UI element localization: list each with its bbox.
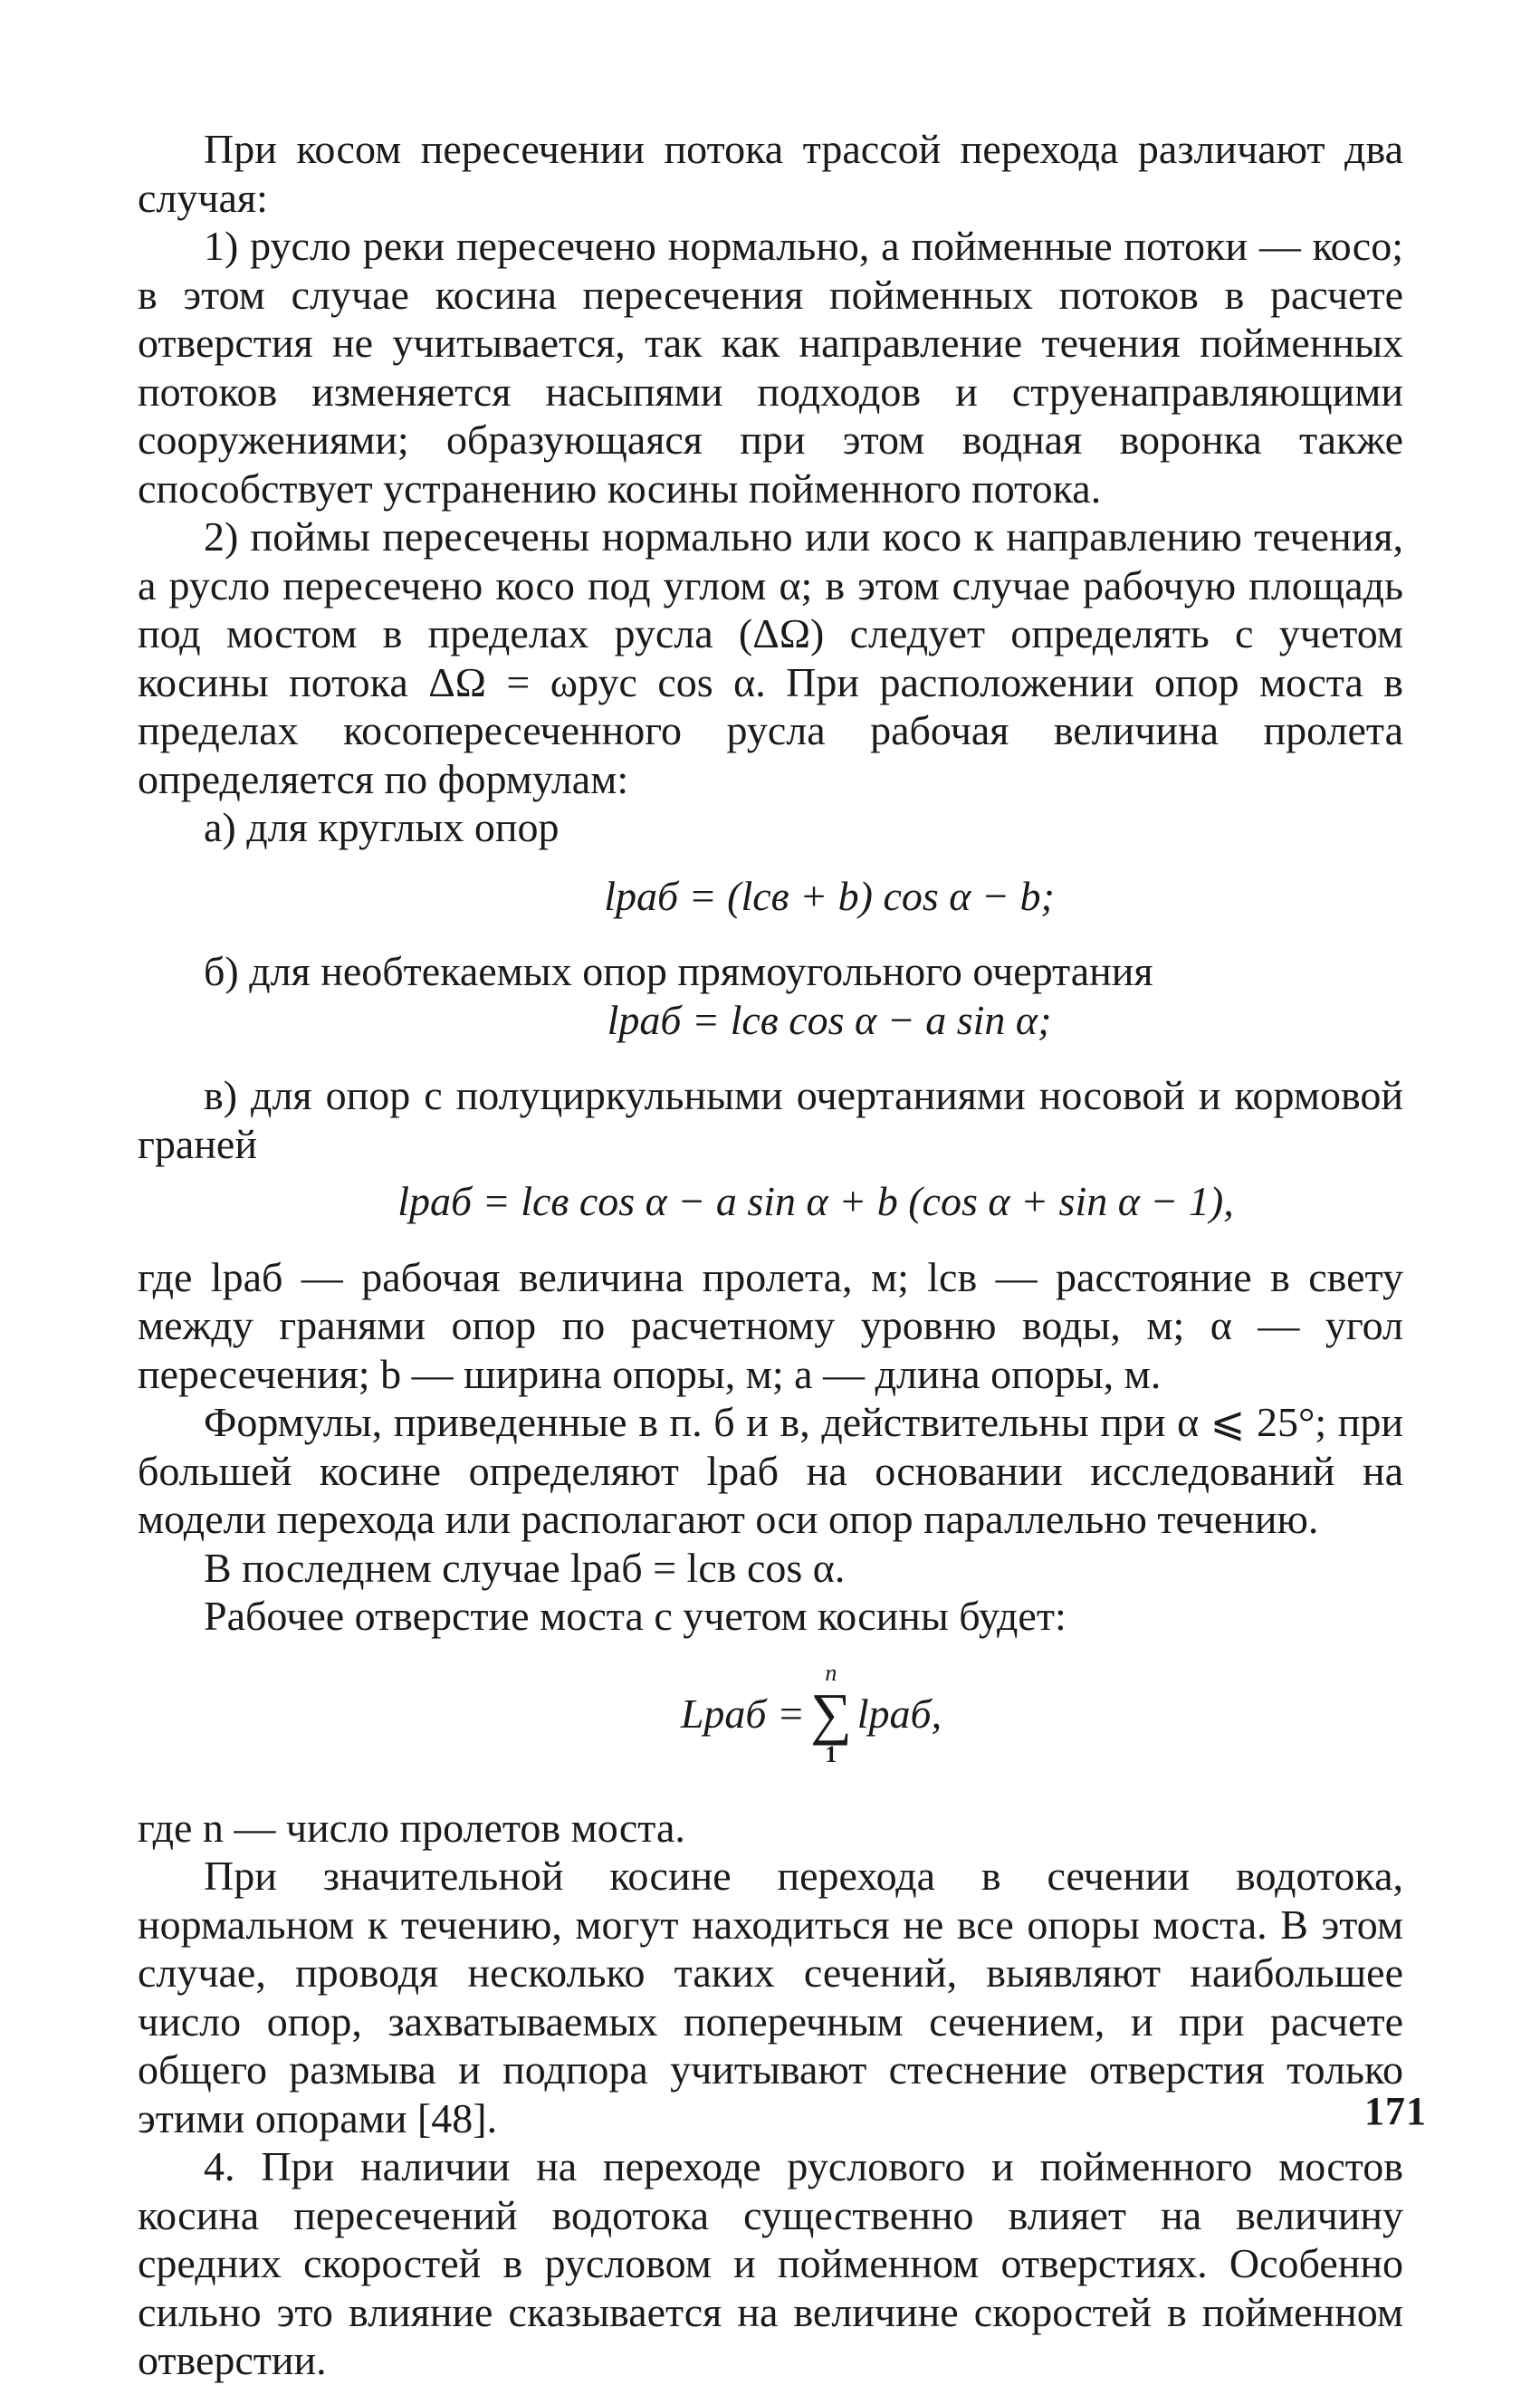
- paragraph-item-4: 4. При наличии на переходе руслового и пойменного мостов косина пересечений водотока существенно влияет на величину средних скоростей в русловом и пойменном отверстиях. Особенно сильно это влияние сказывается на величине скоростей в пойменном отверстии.: [138, 2143, 1403, 2383]
- sigma-upper-limit: n: [825, 1659, 837, 1686]
- paragraph-intro: При косом пересечении потока трассой перехода различают два случая:: [138, 126, 1403, 221]
- paragraph-significant-skew: При значительной косине перехода в сечении водотока, нормальном к течению, могут находиться не все опоры моста. В этом случае, проводя несколько таких сечений, выявляют наибольшее число опор, захватываемых поперечным сечением, и при расчете общего размыва и подпора учитывают стеснение отверстия только этими опорами [48].: [138, 1853, 1403, 2141]
- formula-round-piers: lраб = (lсв + b) cos α − b;: [604, 872, 1055, 919]
- body-text: [138, 125, 1403, 2385]
- paragraph-n-definition: где n — число пролетов моста.: [138, 1804, 685, 1851]
- paragraph-working-opening: Рабочее отверстие моста с учетом косины будет:: [204, 1593, 1067, 1639]
- formula-sum-lhs: Lраб =: [680, 1690, 806, 1737]
- sigma-sign: ∑: [810, 1681, 852, 1746]
- sigma-lower-limit: 1: [825, 1740, 837, 1767]
- paragraph-parallel-case: В последнем случае lраб = lсв cos α.: [204, 1544, 846, 1591]
- formula-sum-rhs: lраб,: [856, 1690, 942, 1737]
- item-c: в) для опор с полуциркульными очертаниями носовой и кормовой граней: [138, 1072, 1403, 1167]
- item-a: а) для круглых опор: [204, 804, 560, 850]
- paragraph-case-2: 2) поймы пересечены нормально или косо к направлению течения, а русло пересечено косо под углом α; в этом случае рабочую площадь под мостом в пределах русла (ΔΩ) следует определять с учетом косины потока ΔΩ = ωрус cos α. При расположении опор моста в пределах косопересеченного русла рабочая величина пролета определяется по формулам:: [138, 513, 1403, 802]
- paragraph-definitions: где lраб — рабочая величина пролета, м; lсв — расстояние в свету между гранями опор по расчетному уровню воды, м; α — угол пересечения; b — ширина опоры, м; a — длина опоры, м.: [138, 1253, 1403, 1397]
- formula-sum: [138, 1646, 1403, 1782]
- formula-semicircular-piers: lраб = lсв cos α − a sin α + b (cos α + sin α − 1),: [397, 1178, 1234, 1224]
- paragraph-validity: Формулы, приведенные в п. б и в, действительны при α ⩽ 25°; при большей косине определяют lраб на основании исследований на модели перехода или располагают оси опор параллельно течению.: [138, 1399, 1403, 1542]
- page-number: 171: [1364, 2089, 1427, 2133]
- formula-rectangular-piers: lраб = lсв cos α − a sin α;: [607, 996, 1052, 1043]
- item-b: б) для необтекаемых опор прямоугольного очертания: [204, 948, 1153, 994]
- paragraph-case-1: 1) русло реки пересечено нормально, а пойменные потоки — косо; в этом случае косина пересечения пойменных потоков в расчете отверстия не учитывается, так как направление течения пойменных потоков изменяется насыпями подходов и струенаправляющими сооружениями; образующаяся при этом водная воронка также способствует устранению косины пойменного потока.: [138, 223, 1403, 512]
- sigma-symbol: [810, 1659, 852, 1767]
